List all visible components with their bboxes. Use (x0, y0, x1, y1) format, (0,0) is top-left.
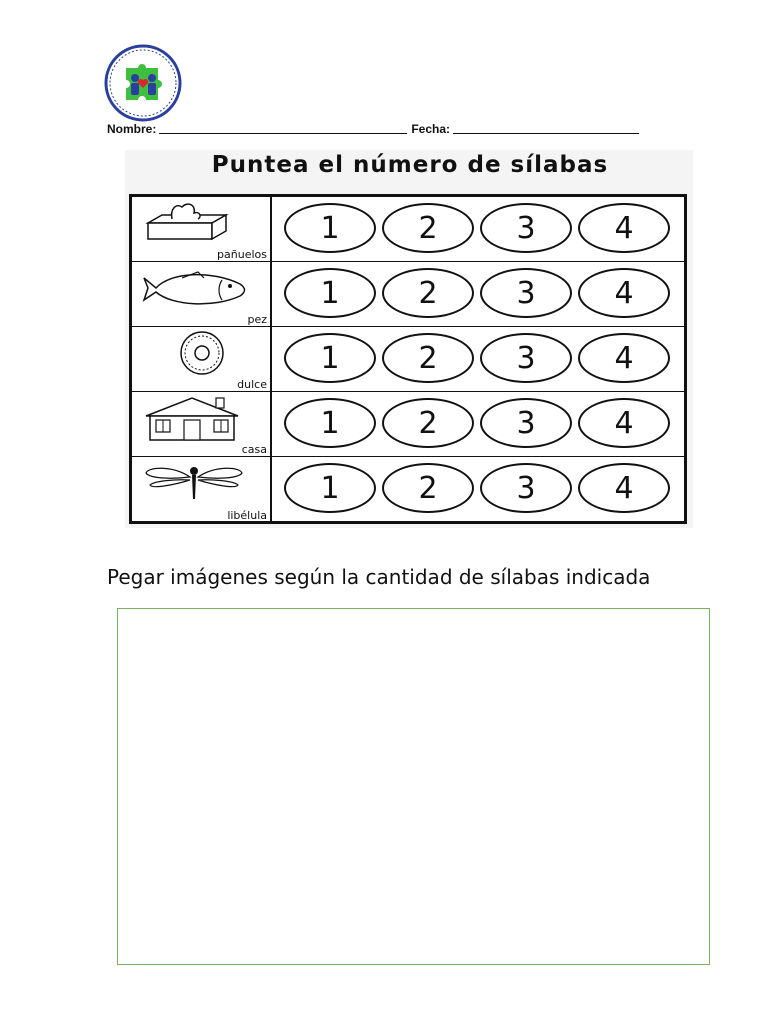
word-label: pez (247, 313, 267, 326)
paste-instruction: Pegar imágenes según la cantidad de sílabas indicada (107, 565, 651, 589)
option-circles (284, 268, 684, 322)
option-circle-1[interactable]: 1 (284, 398, 376, 448)
option-circle-2[interactable]: 2 (382, 268, 474, 318)
option-circle-3[interactable]: 3 (480, 463, 572, 513)
option-circle-4[interactable]: 4 (578, 203, 670, 253)
table-row (132, 457, 684, 522)
option-circle-2[interactable]: 2 (382, 398, 474, 448)
syllable-grid (129, 194, 687, 524)
word-label: dulce (237, 378, 267, 391)
nombre-blank[interactable] (159, 121, 407, 134)
option-circle-2[interactable]: 2 (382, 203, 474, 253)
table-row (132, 327, 684, 392)
table-row (132, 197, 684, 262)
option-circle-3[interactable]: 3 (480, 333, 572, 383)
fecha-blank[interactable] (453, 121, 639, 134)
option-circle-1[interactable]: 1 (284, 268, 376, 318)
donut-icon (142, 331, 262, 377)
option-circle-2[interactable]: 2 (382, 463, 474, 513)
table-row (132, 262, 684, 327)
option-circles (284, 463, 684, 517)
worksheet-title: Puntea el número de sílabas (211, 152, 609, 178)
option-circle-1[interactable]: 1 (284, 333, 376, 383)
syllable-worksheet (125, 150, 693, 528)
picture-cell (132, 457, 272, 522)
table-row (132, 392, 684, 457)
option-circle-4[interactable]: 4 (578, 463, 670, 513)
picture-cell (132, 327, 272, 391)
option-circle-3[interactable]: 3 (480, 398, 572, 448)
option-circle-4[interactable]: 4 (578, 398, 670, 448)
option-circles (284, 398, 684, 452)
word-label: pañuelos (217, 248, 267, 261)
dragonfly-icon (142, 461, 252, 501)
option-circles (284, 203, 684, 257)
option-circle-2[interactable]: 2 (382, 333, 474, 383)
option-circle-4[interactable]: 4 (578, 268, 670, 318)
fecha-label: Fecha: (411, 122, 451, 136)
house-icon (142, 396, 242, 442)
option-circle-3[interactable]: 3 (480, 203, 572, 253)
option-circle-4[interactable]: 4 (578, 333, 670, 383)
option-circle-1[interactable]: 1 (284, 463, 376, 513)
nombre-label: Nombre: (107, 122, 157, 136)
option-circles (284, 333, 684, 387)
word-label: casa (241, 443, 267, 456)
word-label: libélula (227, 509, 267, 522)
header-fields (107, 121, 667, 136)
picture-cell (132, 262, 272, 326)
option-circle-1[interactable]: 1 (284, 203, 376, 253)
paste-area-box[interactable] (117, 608, 710, 965)
fish-icon (142, 266, 262, 310)
school-logo-icon (104, 44, 182, 122)
picture-cell (132, 392, 272, 456)
tissue-box-icon (142, 201, 232, 245)
picture-cell (132, 197, 272, 261)
option-circle-3[interactable]: 3 (480, 268, 572, 318)
